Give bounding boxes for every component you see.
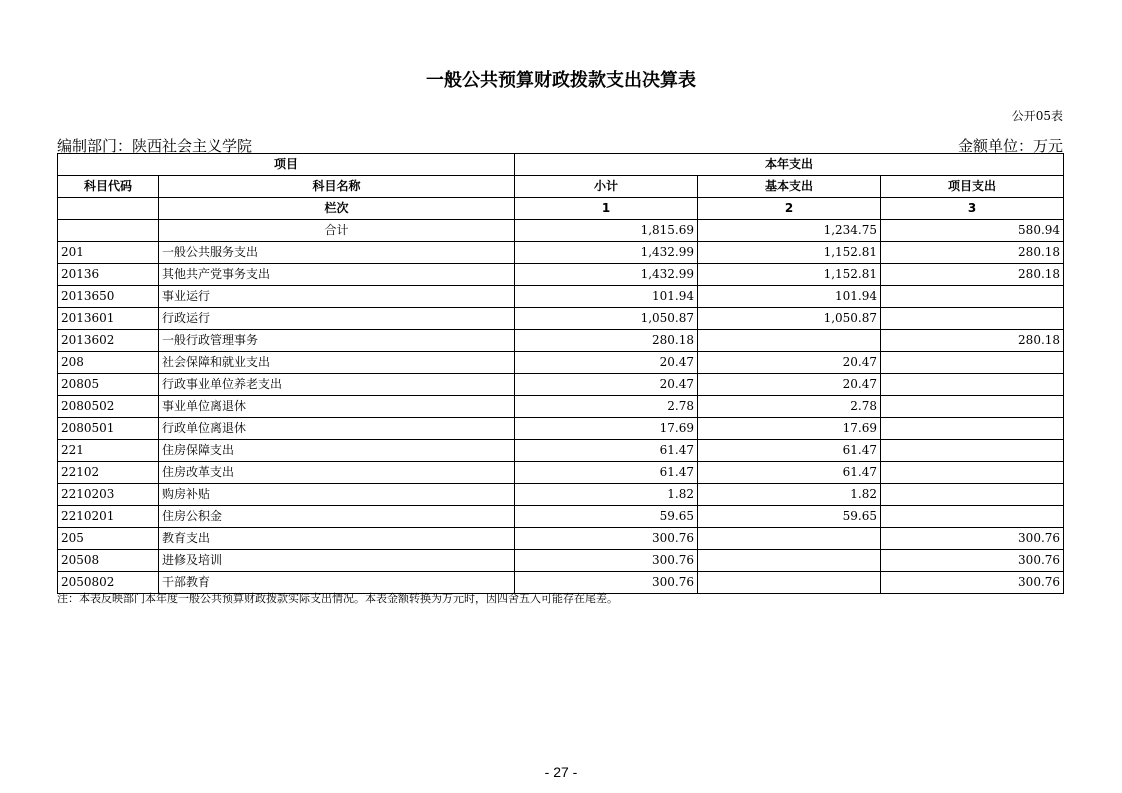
row-name: 进修及培训	[159, 550, 515, 572]
row-basic	[698, 528, 881, 550]
row-name: 事业单位离退休	[159, 396, 515, 418]
row-code: 20805	[58, 374, 159, 396]
table-row	[58, 440, 1064, 462]
header-basic: 基本支出	[698, 176, 881, 198]
row-basic	[698, 330, 881, 352]
row-basic: 1,050.87	[698, 308, 881, 330]
row-code: 20508	[58, 550, 159, 572]
table-row	[58, 264, 1064, 286]
header-row-1	[58, 154, 1064, 176]
row-project: 300.76	[881, 572, 1064, 594]
row-subtotal: 20.47	[515, 374, 698, 396]
header-col-1: 1	[515, 198, 698, 220]
row-name: 行政运行	[159, 308, 515, 330]
header-blank	[58, 198, 159, 220]
row-subtotal: 300.76	[515, 550, 698, 572]
row-subtotal: 59.65	[515, 506, 698, 528]
row-code: 20136	[58, 264, 159, 286]
row-subtotal: 1.82	[515, 484, 698, 506]
row-subtotal: 1,432.99	[515, 264, 698, 286]
table-row	[58, 242, 1064, 264]
row-project: 280.18	[881, 242, 1064, 264]
footnote: 注：本表反映部门本年度一般公共预算财政拨款实际支出情况。本表金额转换为万元时，因四舍五入可能存在尾差。	[57, 592, 618, 605]
row-project: 280.18	[881, 330, 1064, 352]
total-label: 合计	[159, 220, 515, 242]
row-name: 住房保障支出	[159, 440, 515, 462]
row-basic: 61.47	[698, 440, 881, 462]
form-code: 公开05表	[1011, 109, 1063, 123]
row-project	[881, 462, 1064, 484]
row-basic	[698, 550, 881, 572]
row-basic: 61.47	[698, 462, 881, 484]
row-project	[881, 286, 1064, 308]
row-subtotal: 17.69	[515, 418, 698, 440]
row-code: 2013601	[58, 308, 159, 330]
row-project	[881, 484, 1064, 506]
row-project	[881, 352, 1064, 374]
table-row	[58, 550, 1064, 572]
row-code: 205	[58, 528, 159, 550]
row-project	[881, 396, 1064, 418]
row-subtotal: 101.94	[515, 286, 698, 308]
row-code: 2080501	[58, 418, 159, 440]
row-basic: 59.65	[698, 506, 881, 528]
row-name: 购房补贴	[159, 484, 515, 506]
table-row	[58, 484, 1064, 506]
row-name: 行政事业单位养老支出	[159, 374, 515, 396]
row-subtotal: 1,432.99	[515, 242, 698, 264]
table-row	[58, 330, 1064, 352]
header-project-expenditure: 项目支出	[881, 176, 1064, 198]
row-name: 教育支出	[159, 528, 515, 550]
row-name: 住房改革支出	[159, 462, 515, 484]
total-subtotal: 1,815.69	[515, 220, 698, 242]
row-name: 行政单位离退休	[159, 418, 515, 440]
header-code: 科目代码	[58, 176, 159, 198]
table-row	[58, 528, 1064, 550]
row-name: 社会保障和就业支出	[159, 352, 515, 374]
header-col-3: 3	[881, 198, 1064, 220]
row-code: 2013602	[58, 330, 159, 352]
row-project	[881, 418, 1064, 440]
row-project: 300.76	[881, 550, 1064, 572]
row-code: 2013650	[58, 286, 159, 308]
total-row	[58, 220, 1064, 242]
row-name: 事业运行	[159, 286, 515, 308]
row-project	[881, 506, 1064, 528]
row-subtotal: 300.76	[515, 528, 698, 550]
row-subtotal: 1,050.87	[515, 308, 698, 330]
table-row	[58, 352, 1064, 374]
header-row-3	[58, 198, 1064, 220]
row-basic: 1,152.81	[698, 264, 881, 286]
row-code: 221	[58, 440, 159, 462]
total-project: 580.94	[881, 220, 1064, 242]
row-subtotal: 2.78	[515, 396, 698, 418]
report-title: 一般公共预算财政拨款支出决算表	[426, 70, 696, 91]
row-subtotal: 61.47	[515, 440, 698, 462]
row-name: 住房公积金	[159, 506, 515, 528]
row-basic: 20.47	[698, 352, 881, 374]
row-basic: 2.78	[698, 396, 881, 418]
row-code: 201	[58, 242, 159, 264]
row-code: 2210201	[58, 506, 159, 528]
row-name: 一般行政管理事务	[159, 330, 515, 352]
table-row	[58, 506, 1064, 528]
row-basic: 17.69	[698, 418, 881, 440]
department-label: 编制部门：陕西社会主义学院	[57, 137, 253, 155]
row-subtotal: 280.18	[515, 330, 698, 352]
table-row	[58, 308, 1064, 330]
table-row	[58, 374, 1064, 396]
row-code: 2050802	[58, 572, 159, 594]
row-subtotal: 61.47	[515, 462, 698, 484]
row-basic: 1.82	[698, 484, 881, 506]
row-code: 2080502	[58, 396, 159, 418]
row-name: 干部教育	[159, 572, 515, 594]
row-project: 300.76	[881, 528, 1064, 550]
table-row	[58, 418, 1064, 440]
row-code: 2210203	[58, 484, 159, 506]
table-row	[58, 396, 1064, 418]
header-column-label: 栏次	[159, 198, 515, 220]
unit-label: 金额单位：万元	[957, 137, 1063, 155]
row-code: 22102	[58, 462, 159, 484]
row-project	[881, 308, 1064, 330]
page-number: - 27 -	[544, 764, 578, 780]
table-row	[58, 462, 1064, 484]
header-name: 科目名称	[159, 176, 515, 198]
row-basic: 1,152.81	[698, 242, 881, 264]
row-code: 208	[58, 352, 159, 374]
row-basic: 20.47	[698, 374, 881, 396]
total-basic: 1,234.75	[698, 220, 881, 242]
header-row-2	[58, 176, 1064, 198]
row-basic: 101.94	[698, 286, 881, 308]
header-project: 项目	[58, 154, 515, 176]
total-code	[58, 220, 159, 242]
row-project: 280.18	[881, 264, 1064, 286]
row-project	[881, 440, 1064, 462]
row-subtotal: 20.47	[515, 352, 698, 374]
table-row	[58, 286, 1064, 308]
header-subtotal: 小计	[515, 176, 698, 198]
row-basic	[698, 572, 881, 594]
row-project	[881, 374, 1064, 396]
header-col-2: 2	[698, 198, 881, 220]
row-name: 其他共产党事务支出	[159, 264, 515, 286]
expenditure-table	[57, 153, 1064, 594]
row-subtotal: 300.76	[515, 572, 698, 594]
row-name: 一般公共服务支出	[159, 242, 515, 264]
header-current-year: 本年支出	[515, 154, 1064, 176]
